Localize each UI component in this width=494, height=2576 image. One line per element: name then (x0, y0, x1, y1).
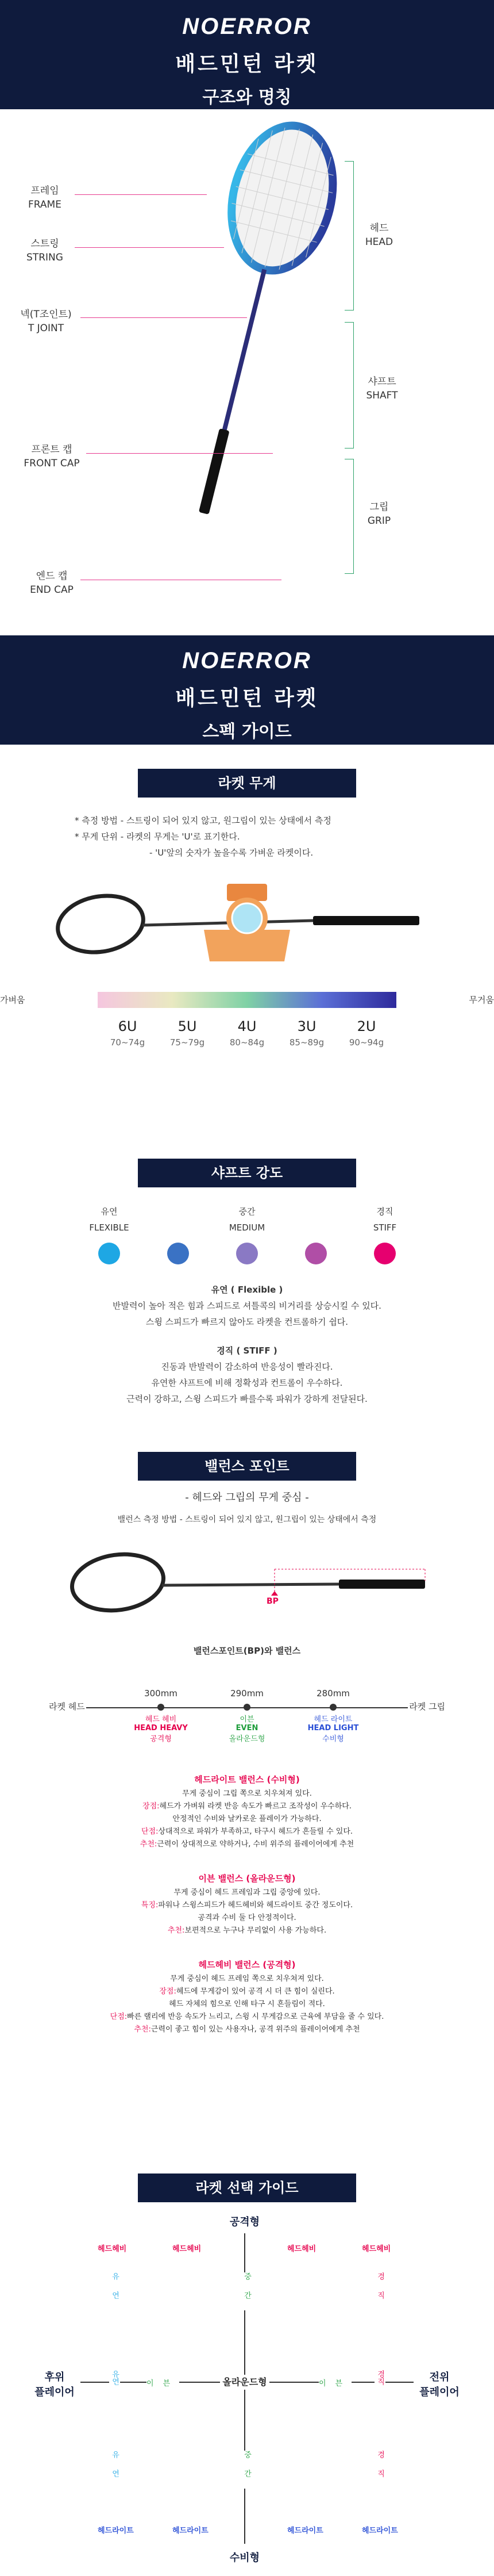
header-spec (0, 635, 494, 745)
stiff-text-2: 유연한 샤프트에 비해 정확성과 컨트롤이 우수하다. (151, 1378, 343, 1388)
unit-5u-range: 75~79g (169, 1037, 205, 1048)
unit-5u: 5U (177, 1018, 197, 1034)
bracket-grip (345, 459, 354, 574)
unit-2u: 2U (357, 1018, 376, 1034)
guide-stiff-bottom: 경직 (376, 2451, 384, 2489)
shaft-pill: 샤프트 강도 (138, 1159, 356, 1187)
head-end: 라켓 헤드 (49, 1701, 85, 1712)
grip-end: 라켓 그립 (409, 1701, 445, 1712)
unit-3u: 3U (297, 1018, 317, 1034)
guide-top: 공격형 (229, 2216, 260, 2228)
balance-scale (0, 1662, 494, 1760)
guide-hl-4: 헤드라이트 (362, 2527, 398, 2535)
label-head: 헤드 HEAD (365, 223, 393, 248)
weight-section (0, 745, 494, 1159)
guide-mid-bottom: 중간 (242, 2451, 251, 2489)
leader-frontcap (86, 453, 273, 454)
level-flex-en: FLEXIBLE (89, 1222, 129, 1233)
balance-racket (0, 1528, 494, 1643)
label-frontcap: 프론트 캡 FRONT CAP (24, 444, 80, 469)
header-subtitle: 구조와 명칭 (202, 87, 292, 108)
guide-chart (0, 2209, 494, 2566)
weight-gradient-bar (98, 992, 396, 1008)
guide-hh-2: 헤드헤비 (172, 2245, 202, 2253)
desc-headheavy: 헤드헤비 밸런스 (공격형) 무게 중심이 헤드 프레임 쪽으로 치우쳐져 있다. 장점:헤드에 무게감이 있어 공격 시 더 큰 힘이 실린다. 헤드 자체의 힘으로 인해 타구 시 흔들림이 적다. 단점:빠른 랠리에 반응 속도가 느리고, 스윙 시 무게감으로 근육에 부담을 줄 수 있다. 추천:근력이 좋고 힘이 있는 사용자나, 공격 위주의 플레이어에게 추천 (0, 1957, 494, 2036)
unit-6u-range: 70~74g (110, 1037, 145, 1048)
stiff-text-1: 진동과 반발력이 감소하여 반응성이 빨라진다. (161, 1362, 333, 1372)
weight-note-2: * 무게 단위 - 라켓의 무게는 'U'로 표기한다. (75, 831, 240, 842)
label-endcap: 엔드 캡 END CAP (30, 570, 74, 596)
unit-4u-range: 80~84g (229, 1037, 265, 1048)
level-mid-ko: 중간 (238, 1206, 256, 1217)
header2-title: 배드민턴 라켓 (175, 687, 319, 710)
header-structure (0, 0, 494, 109)
label-tjoint: 넥(T조인트) T JOINT (20, 309, 72, 334)
desc-hh-title: 헤드헤비 밸런스 (공격형) (198, 1960, 296, 1970)
leader-tjoint (80, 317, 247, 318)
level-stiff-en: STIFF (373, 1222, 397, 1233)
flex-text-1: 반발력이 높아 적은 힘과 스피드로 셔틀콕의 비거리를 상승시킬 수 있다. (113, 1301, 381, 1311)
level-circle-5 (374, 1243, 396, 1264)
balance-method: 밸런스 측정 방법 - 스트링이 되어 있지 않고, 원그립이 있는 상태에서 측정 (117, 1515, 377, 1524)
guide-bottom: 수비형 (229, 2552, 260, 2564)
guide-hl-2: 헤드라이트 (172, 2527, 209, 2535)
balance-sub: - 헤드와 그립의 무게 중심 - (185, 1492, 309, 1504)
label-grip: 그립 GRIP (367, 501, 391, 527)
flex-title: 유연 ( Flexible ) (211, 1285, 283, 1295)
bp-label: BP (267, 1597, 279, 1606)
balance-section (0, 1452, 494, 2174)
guide-hl-1: 헤드라이트 (98, 2527, 134, 2535)
bracket-shaft (345, 322, 354, 448)
desc-headlight: 헤드라이트 밸런스 (수비형) 무게 중심이 그립 쪽으로 치우쳐져 있다. 장점:헤드가 가벼워 라켓 반응 속도가 빠르고 조작성이 우수하다. 안정적인 수비와 날카로운 플레이가 가능하다. 단점:상대적으로 파워가 부족하고, 타구시 헤드가 흔들릴 수 있다. 추천:근력이 상대적으로 약하거나, 수비 위주의 플레이어에게 추천 (0, 1772, 494, 1851)
weight-pill: 라켓 무게 (138, 769, 356, 798)
weight-units (0, 1018, 494, 1051)
shaft-levels (0, 1203, 494, 1264)
unit-2u-range: 90~94g (349, 1037, 384, 1048)
balance-diagram-title: 밸런스포인트(BP)와 밸런스 (193, 1646, 301, 1656)
point-hh: 300mm 헤드 헤비 HEAD HEAVY 공격형 (134, 1688, 188, 1743)
guide-flex-top: 유연 (110, 2272, 119, 2310)
stiff-title: 경직 ( STIFF ) (217, 1346, 277, 1356)
level-circle-2 (167, 1243, 189, 1264)
desc-even-title: 이븐 밸런스 (올라운드형) (198, 1873, 296, 1884)
level-flex-ko: 유연 (101, 1206, 118, 1217)
label-string: 스트링 STRING (26, 238, 63, 263)
balance-pill: 밸런스 포인트 (138, 1452, 356, 1481)
balance-racket-illustration (0, 1528, 494, 1643)
leader-string (75, 247, 224, 248)
label-frame: 프레임 FRAME (28, 185, 61, 210)
guide-stiff-mid: 경직 (376, 2370, 384, 2385)
guide-section (0, 2174, 494, 2576)
shaft-section (0, 1159, 494, 1452)
unit-3u-range: 85~89g (289, 1037, 325, 1048)
guide-even-right: 이븐 (319, 2377, 352, 2388)
guide-flex-bottom: 유연 (110, 2451, 119, 2489)
guide-hh-3: 헤드헤비 (287, 2245, 317, 2253)
level-circle-1 (98, 1243, 120, 1264)
guide-left: 후위 플레이어 (34, 2371, 75, 2398)
light-label: 가벼움 (0, 995, 25, 1005)
guide-center: 올라운드형 (220, 2375, 269, 2390)
weight-note-3: - 'U'앞의 숫자가 높을수록 가벼운 라켓이다. (149, 848, 314, 858)
level-mid-en: MEDIUM (229, 1222, 265, 1233)
point-even: 290mm 이븐 EVEN 올라운드형 (229, 1688, 265, 1743)
desc-even: 이븐 밸런스 (올라운드형) 무게 중심이 헤드 프레임과 그립 중앙에 있다. 특징:파워나 스윙스피드가 헤드헤비와 헤드라이트 중간 정도이다. 공격과 수비 둘 다 안정적이다. 추천:보편적으로 누구나 무리없이 사용 가능하다. (0, 1870, 494, 1937)
unit-6u: 6U (118, 1018, 137, 1034)
guide-mid-top: 중간 (242, 2272, 251, 2310)
guide-pill: 라켓 선택 가이드 (138, 2174, 356, 2202)
point-hl: 280mm 헤드 라이트 HEAD LIGHT 수비형 (307, 1688, 359, 1743)
level-stiff-ko: 경직 (376, 1206, 393, 1217)
level-circle-4 (305, 1243, 327, 1264)
heavy-label: 무거움 (469, 995, 494, 1005)
guide-stiff-top: 경직 (376, 2272, 384, 2310)
guide-even-left: 이븐 (146, 2377, 179, 2388)
header2-subtitle: 스펙 가이드 (202, 722, 292, 742)
header-title: 배드민턴 라켓 (175, 52, 319, 76)
weight-note-1: * 측정 방법 - 스트링이 되어 있지 않고, 원그립이 있는 상태에서 측정 (75, 815, 331, 826)
level-circle-3 (236, 1243, 258, 1264)
scale-illustration (0, 861, 494, 987)
guide-hh-1: 헤드헤비 (98, 2245, 127, 2253)
bracket-head (345, 161, 354, 310)
guide-flex-mid: 유연 (110, 2370, 119, 2385)
guide-hh-4: 헤드헤비 (362, 2245, 391, 2253)
label-shaft: 샤프트 SHAFT (366, 376, 398, 401)
racket-illustration (0, 109, 494, 635)
stiff-text-3: 근력이 강하고, 스윙 스피드가 빠를수록 파워가 강하게 전달된다. (126, 1394, 368, 1404)
unit-4u: 4U (237, 1018, 257, 1034)
brand-logo: NOERROR (182, 14, 312, 39)
racket-structure-section (0, 109, 494, 635)
desc-hl-title: 헤드라이트 밸런스 (수비형) (194, 1774, 300, 1785)
guide-hl-3: 헤드라이트 (287, 2527, 323, 2535)
brand-logo-2: NOERROR (182, 648, 312, 673)
guide-right: 전위 플레이어 (419, 2371, 460, 2398)
leader-frame (75, 194, 207, 195)
flex-text-2: 스윙 스피드가 빠르지 않아도 라켓을 컨트롤하기 쉽다. (145, 1317, 349, 1327)
